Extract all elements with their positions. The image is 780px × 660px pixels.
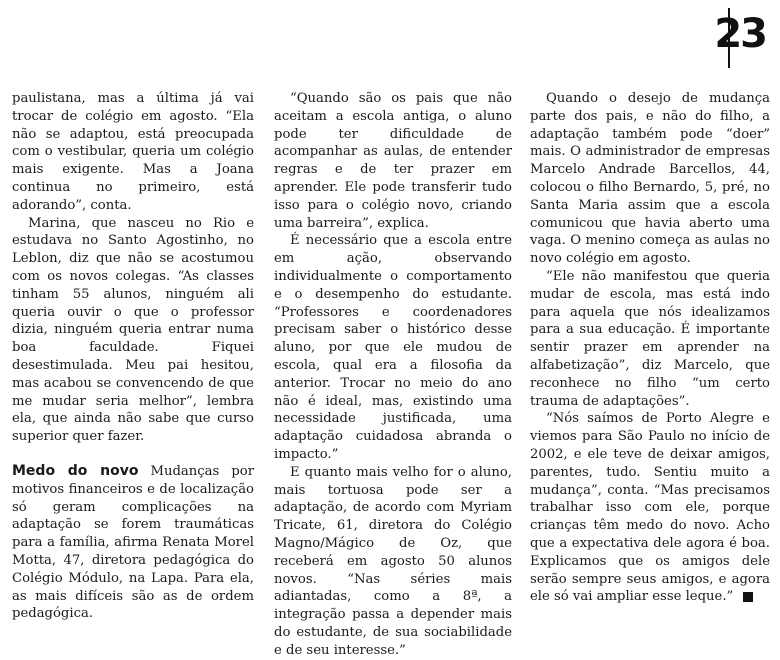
- paragraph: É necessário que a escola entre em ação, observando individualmente o comportamento e o desempenho do estudante. “Professores e coordenadores precisam saber o histórico desse aluno, por que ele mudou de escola, qual era a filosofia da anterior. Trocar no meio do ano não é ideal, mas, existindo uma necessidade justificada, uma adaptação cuidadosa abranda o impacto.”: [274, 233, 512, 462]
- paragraph: E quanto mais velho for o aluno, mais tortuosa pode ser a adaptação, de acordo com Myriam Tricate, 61, diretora do Colégio Magno/Mágico de Oz, que receberá em agosto 50 alunos novos. “Nas séries mais adiantadas, como a 8ª, a integração passa a depender mais do estudante, de sua sociabilidade e de seu interesse.”: [274, 464, 512, 658]
- paragraph: “Ele não manifestou que queria mudar de escola, mas está indo para aquela que nós idealizamos para a sua educação. É importante sentir prazer em aprender na alfabetização”, diz Marcelo, que reconhece no filho “um certo trauma de adaptações”.: [530, 268, 770, 409]
- paragraph: “Quando são os pais que não aceitam a escola antiga, o aluno pode ter dificuldade de acompanhar as aulas, de entender regras e de ter prazer em aprender. Ele pode transferir tudo isso para o colégio novo, criando uma barreira”, explica.: [274, 91, 512, 231]
- article-column-1: [12, 90, 254, 623]
- paragraph: Marina, que nasceu no Rio e estudava no Santo Agostinho, no Leblon, diz que não se acostumou com os novos colegas. “As classes tinham 55 alunos, ninguém ali queria ouvir o que o professor dizia, ninguém queria entrar numa boa faculdade. Fiquei desestimulada. Meu pai hesitou, mas acabou se convencendo de que me mudar seria melhor”, lembra ela, que ainda não sabe que curso superior quer fazer.: [12, 215, 254, 445]
- paragraph-text: “Nós saímos de Porto Alegre e viemos para São Paulo no início de 2002, e ele teve de deixar amigos, parentes, tudo. Sentiu muito a mudança”, conta. “Mas precisamos trabalhar isso com ele, porque crianças têm medo do novo. Acho que a expectativa dele agora é boa. Explicamos que os amigos dele serão sempre seus amigos, e agora ele só vai ampliar esse leque.”: [530, 411, 770, 605]
- end-of-article-mark: [743, 592, 753, 602]
- paragraph-text: Mudanças por motivos financeiros e de localização só geram complicações na adaptação se forem traumáticas para a família, afirma Renata Morel Motta, 47, diretora pedagógica do Colégio Módulo, na Lapa. Para ela, as mais difíceis são as de ordem pedagógica.: [12, 463, 254, 622]
- paragraph: Quando o desejo de mudança parte dos pais, e não do filho, a adaptação também pode “doer” mais. O administrador de empresas Marcelo Andrade Barcellos, 44, colocou o filho Bernardo, 5, pré, no Santa Maria assim que a escola comunicou que havia aberto uma vaga. O menino começa as aulas no novo colégio em agosto.: [530, 91, 770, 267]
- section-subhead: Medo do novo: [12, 462, 139, 479]
- article-column-2: [274, 90, 512, 660]
- paragraph: paulistana, mas a última já vai trocar de colégio em agosto. “Ela não se adaptou, está preocupada com o vestibular, queria um colégio mais exigente. Mas a Joana continua no primeiro, está adorando”, conta.: [12, 91, 254, 213]
- paragraph-spacer: [12, 446, 254, 463]
- page-number: 23: [714, 11, 766, 57]
- subhead-paragraph: [12, 463, 254, 623]
- article-column-3: [530, 90, 770, 606]
- final-paragraph: [530, 410, 770, 606]
